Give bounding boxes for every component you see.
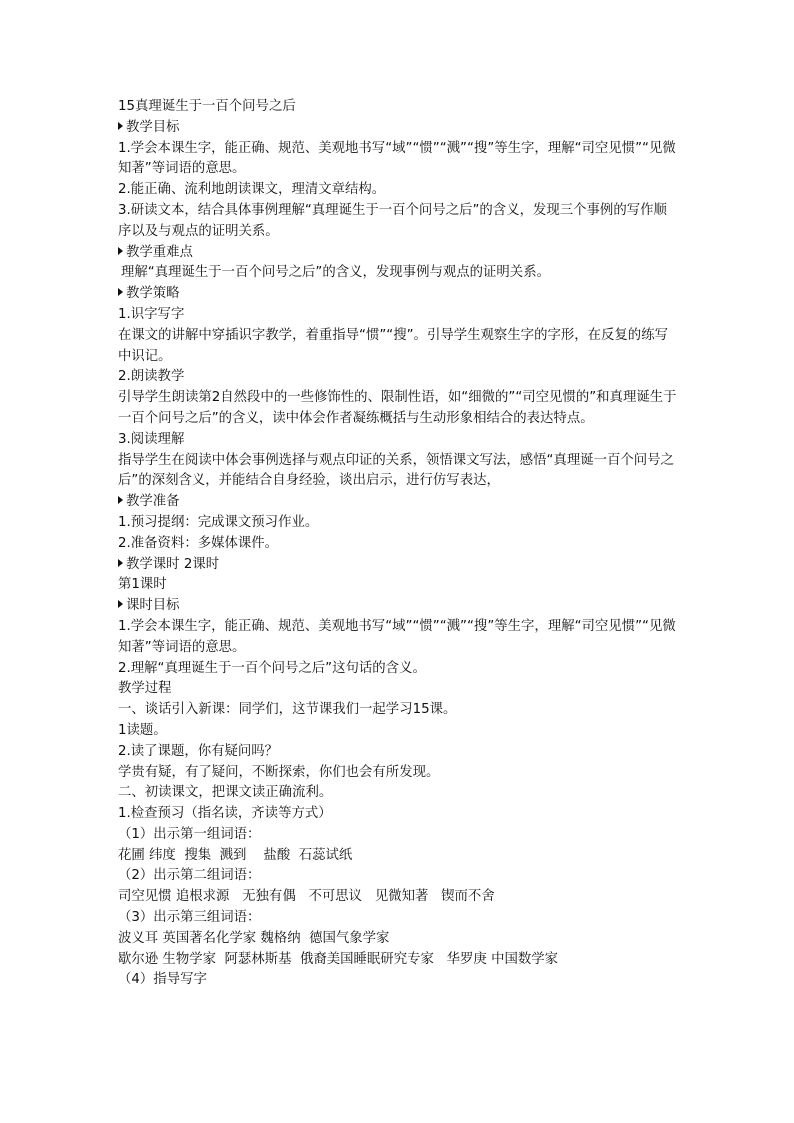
process-line: 二、初读课文，把课文读正确流利。 [118, 785, 333, 801]
process-heading: 教学过程 [118, 681, 172, 697]
bullet-arrow-icon [118, 496, 123, 504]
bullet-arrow-icon [118, 288, 123, 296]
section-heading-preparation: 教学准备 [118, 492, 678, 513]
process-line: （3）出示第三组词语： [118, 910, 261, 926]
strategy-title: 1.识字写字 [118, 306, 185, 322]
keypoints-text: 理解“真理诞生于一百个问号之后”的含义，发现事例与观点的证明关系。 [121, 265, 550, 281]
document-title: 15真理诞生于一百个问号之后 [118, 99, 296, 114]
process-line: 1读题。 [118, 722, 167, 738]
preparation-item: 2.准备资料：多媒体课件。 [118, 535, 279, 551]
bullet-arrow-icon [118, 122, 123, 130]
process-line: 一、谈话引入新课：同学们，这节课我们一起学习15课。 [118, 702, 457, 718]
process-line: （1）出示第一组词语： [118, 826, 261, 842]
objective-item: 1.学会本课生字，能正确、规范、美观地书写“域”“惯”“溅”“搜”等生字，理解“司空见惯”“见微知著”等词语的意思。 [118, 140, 676, 177]
lesson-title: 第1课时 [118, 577, 167, 593]
section-heading-lesson-goals: 课时目标 [118, 596, 678, 617]
process-line: 1.检查预习（指名读，齐读等方式） [118, 806, 332, 822]
preparation-item: 1.预习提纲：完成课文预习作业。 [118, 514, 319, 530]
objective-item: 2.能正确、流利地朗读课文，理清文章结构。 [118, 182, 386, 198]
word-list: 歇尔逊 生物学家 阿瑟林斯基 俄裔美国睡眠研究专家 华罗庚 中国数学家 [118, 951, 559, 967]
strategy-title: 3.阅读理解 [118, 431, 185, 447]
section-heading-objectives: 教学目标 [118, 118, 678, 139]
strategy-title: 2.朗读教学 [118, 369, 185, 385]
process-line: （4）指导写字 [118, 972, 207, 988]
process-line: 学贵有疑，有了疑问，不断探索，你们也会有所发现。 [118, 764, 440, 780]
strategy-text: 引导学生朗读第2自然段中的一些修饰性的、限制性语，如“细微的”“司空见惯的”和真理诞生于一百个问号之后”的含义，读中体会作者凝练概括与生动形象相结合的表达特点。 [118, 390, 677, 426]
bullet-arrow-icon [118, 600, 123, 608]
process-line: （2）出示第二组词语： [118, 868, 261, 884]
lesson-goal-item: 1.学会本课生字，能正确、规范、美观地书写“域”“惯”“溅”“搜”等生字，理解“司空见惯”“见微知著”等词语的意思。 [118, 618, 676, 655]
document-page [118, 97, 678, 991]
lesson-goal-item: 2.理解“真理诞生于一百个问号之后”这句话的含义。 [118, 660, 426, 676]
word-list: 花圃 纬度 搜集 溅到 盐酸 石蕊试纸 [118, 847, 353, 863]
bullet-arrow-icon [118, 559, 123, 567]
section-heading-keypoints: 教学重难点 [118, 243, 678, 264]
word-list: 司空见惯 追根求源 无独有偶 不可思议 见微知著 锲而不舍 [118, 889, 495, 905]
section-heading-strategy: 教学策略 [118, 284, 678, 305]
section-heading-hours: 教学课时 2课时 [118, 555, 678, 576]
word-list: 波义耳 英国著名化学家 魏格纳 德国气象学家 [118, 930, 390, 946]
strategy-text: 在课文的讲解中穿插识字教学，着重指导“惯”“搜”。引导学生观察生字的字形，在反复的练写中识记。 [118, 327, 668, 364]
strategy-text: 指导学生在阅读中体会事例选择与观点印证的关系，领悟课文写法，感悟“真理诞一百个问号之后”的深刻含义，并能结合自身经验，谈出启示，进行仿写表达， [118, 452, 674, 489]
bullet-arrow-icon [118, 247, 123, 255]
process-line: 2.读了课题，你有疑问吗？ [118, 743, 279, 759]
objective-item: 3.研读文本，结合具体事例理解“真理诞生于一百个问号之后”的含义，发现三个事例的写作顺序以及与观点的证明关系。 [118, 202, 667, 239]
